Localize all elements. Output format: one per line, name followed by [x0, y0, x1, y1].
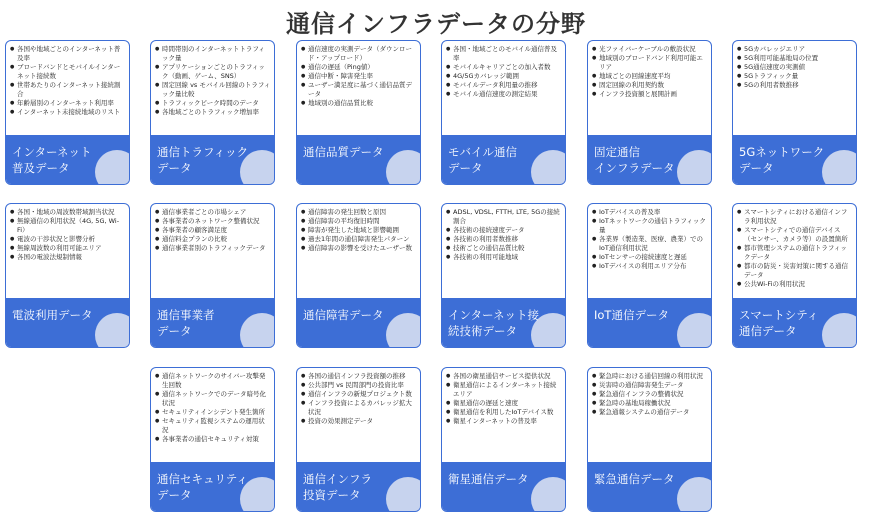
list-item: ● 各国の電波法規制情報 — [10, 253, 126, 262]
list-item: ● 時間帯別のインターネットトラフィック量 — [155, 45, 271, 63]
list-item: ● インフラ投資額と展開計画 — [592, 90, 708, 99]
item-list — [442, 204, 565, 262]
list-item: ● スマートシティにおける通信インフラ利用状況 — [737, 208, 853, 226]
category-card — [587, 40, 712, 185]
item-list — [588, 368, 711, 417]
list-item: ● 通信の遅延（Ping値） — [301, 63, 417, 72]
category-label-band — [588, 462, 711, 511]
category-card — [296, 203, 421, 348]
category-label: 通信トラフィック データ — [157, 145, 249, 175]
category-label: インターネット接 続技術データ — [448, 308, 539, 338]
category-label: 固定通信 インフラデータ — [594, 145, 675, 175]
list-item: ● 通信ネットワークでのデータ暗号化状況 — [155, 390, 271, 408]
category-label: 緊急通信データ — [594, 472, 675, 486]
category-label-band — [442, 298, 565, 347]
list-item: ● IoTセンサーの接続速度と遅延 — [592, 253, 708, 262]
list-item: ● モバイル通信速度の測定結果 — [446, 90, 562, 99]
list-item: ● ADSL, VDSL, FTTH, LTE, 5Gの接続割合 — [446, 208, 562, 226]
category-label-band — [297, 135, 420, 184]
list-item: ● 5Gカバレッジエリア — [737, 45, 853, 54]
category-card — [296, 367, 421, 512]
category-label-band — [297, 298, 420, 347]
list-item: ● 通信ネットワークのサイバー攻撃発生回数 — [155, 372, 271, 390]
list-item: ● 各技術の利用可能地域 — [446, 253, 562, 262]
list-item: ● 年齢層別のインターネット利用率 — [10, 99, 126, 108]
list-item: ● IoTデバイスの利用エリア分布 — [592, 262, 708, 271]
category-label-band — [6, 298, 129, 347]
category-label: 通信セキュリティ データ — [157, 472, 248, 502]
list-item: ● ユーザー満足度に基づく通信品質データ — [301, 81, 417, 99]
category-card — [587, 367, 712, 512]
category-label: IoT通信データ — [594, 308, 669, 322]
list-item: ● 5Gトラフィック量 — [737, 72, 853, 81]
list-item: ● 4G/5Gカバレッジ範囲 — [446, 72, 562, 81]
category-label: 通信事業者 データ — [157, 308, 215, 338]
list-item: ● 光ファイバーケーブルの敷設状況 — [592, 45, 708, 54]
list-item: ● 通信障害の影響を受けたユーザー数 — [301, 244, 417, 253]
item-list — [151, 204, 274, 253]
list-item: ● IoTネットワークの通信トラフィック量 — [592, 217, 708, 235]
category-card — [441, 203, 566, 348]
category-card — [732, 40, 857, 185]
item-list — [733, 41, 856, 90]
list-item: ● 無線通信の利用状況（4G, 5G, Wi-Fi） — [10, 217, 126, 235]
list-item: ● 衛星通信によるインターネット接続エリア — [446, 381, 562, 399]
category-card — [587, 203, 712, 348]
category-label: 電波利用データ — [12, 308, 93, 322]
list-item: ● 固定回線の利用契約数 — [592, 81, 708, 90]
list-item: ● トラフィックピーク時間のデータ — [155, 99, 271, 108]
list-item: ● 地域別の通信品質比較 — [301, 99, 417, 108]
item-list — [442, 368, 565, 426]
category-card — [296, 40, 421, 185]
list-item: ● 各事業者の顧客満足度 — [155, 226, 271, 235]
list-item: ● 5Gの利用者数推移 — [737, 81, 853, 90]
item-list — [297, 368, 420, 426]
list-item: ● 投資の効果測定データ — [301, 417, 417, 426]
list-item: ● 公共Wi-Fiの利用状況 — [737, 280, 853, 289]
category-label-band — [733, 135, 856, 184]
list-item: ● モバイルデータ利用量の推移 — [446, 81, 562, 90]
list-item: ● 緊急通信インフラの整備状況 — [592, 390, 708, 399]
list-item: ● 各国の通信インフラ投資額の推移 — [301, 372, 417, 381]
category-card — [150, 40, 275, 185]
item-list — [588, 204, 711, 271]
category-label: 通信障害データ — [303, 308, 384, 322]
list-item: ● アプリケーションごとのトラフィック（動画、ゲーム、SNS） — [155, 63, 271, 81]
category-card — [5, 203, 130, 348]
list-item: ● 災害時の通信障害発生データ — [592, 381, 708, 390]
category-label: 5Gネットワーク データ — [739, 145, 825, 175]
list-item: ● 世帯あたりのインターネット接続割合 — [10, 81, 126, 99]
list-item: ● 緊急時の基地局稼働状況 — [592, 399, 708, 408]
list-item: ● 障害が発生した地域と影響範囲 — [301, 226, 417, 235]
list-item: ● 都市管理システムの通信トラフィックデータ — [737, 244, 853, 262]
category-label-band — [588, 298, 711, 347]
list-item: ● 通信中断・障害発生率 — [301, 72, 417, 81]
category-label: スマートシティ 通信データ — [739, 308, 819, 338]
item-list — [297, 41, 420, 108]
list-item: ● 地域ごとの回線速度平均 — [592, 72, 708, 81]
category-label-band — [151, 298, 274, 347]
list-item: ● 地域別のブロードバンド利用可能エリア — [592, 54, 708, 72]
list-item: ● 衛星インターネットの普及率 — [446, 417, 562, 426]
category-label-band — [151, 462, 274, 511]
list-item: ● 通信料金プランの比較 — [155, 235, 271, 244]
list-item: ● 5G利用可能基地局の位置 — [737, 54, 853, 63]
category-label-band — [151, 135, 274, 184]
list-item: ● 技術ごとの通信品質比較 — [446, 244, 562, 253]
list-item: ● 通信事業者ごとの市場シェア — [155, 208, 271, 217]
list-item: ● 無線周波数の利用可能エリア — [10, 244, 126, 253]
list-item: ● インフラ投資によるカバレッジ拡大状況 — [301, 399, 417, 417]
list-item: ● 緊急時における通信回線の利用状況 — [592, 372, 708, 381]
list-item: ● 各地域ごとのトラフィック増加率 — [155, 108, 271, 117]
item-list — [442, 41, 565, 99]
item-list — [151, 41, 274, 117]
item-list — [733, 204, 856, 289]
list-item: ● 各国や地域ごとのインターネット普及率 — [10, 45, 126, 63]
category-label: 衛星通信データ — [448, 472, 529, 486]
category-label-band — [733, 298, 856, 347]
list-item: ● IoTデバイスの普及率 — [592, 208, 708, 217]
list-item: ● インターネット未接続地域のリスト — [10, 108, 126, 117]
category-card — [732, 203, 857, 348]
list-item: ● 各国・地域の周波数帯域割当状況 — [10, 208, 126, 217]
category-card — [150, 203, 275, 348]
list-item: ● モバイルキャリアごとの加入者数 — [446, 63, 562, 72]
list-item: ● 都市の防災・災害対策に関する通信データ — [737, 262, 853, 280]
category-card — [150, 367, 275, 512]
list-item: ● 公共部門 vs 民間部門の投資比率 — [301, 381, 417, 390]
category-label-band — [442, 462, 565, 511]
list-item: ● 電波の干渉状況と影響分析 — [10, 235, 126, 244]
list-item: ● 各事業者の通信セキュリティ対策 — [155, 435, 271, 444]
list-item: ● 緊急通報システムの通信データ — [592, 408, 708, 417]
category-label-band — [6, 135, 129, 184]
category-label-band — [297, 462, 420, 511]
list-item: ● 各技術の利用者数推移 — [446, 235, 562, 244]
category-label: 通信インフラ 投資データ — [303, 472, 372, 502]
category-label-band — [588, 135, 711, 184]
list-item: ● ブロードバンドとモバイルインターネット接続数 — [10, 63, 126, 81]
category-label: 通信品質データ — [303, 145, 384, 159]
list-item: ● 各国の衛星通信サービス提供状況 — [446, 372, 562, 381]
list-item: ● 衛星通信を利用したIoTデバイス数 — [446, 408, 562, 417]
category-card — [441, 40, 566, 185]
list-item: ● 衛星通信の遅延と速度 — [446, 399, 562, 408]
list-item: ● 過去1年間の通信障害発生パターン — [301, 235, 417, 244]
item-list — [6, 41, 129, 117]
list-item: ● 通信インフラの新規プロジェクト数 — [301, 390, 417, 399]
list-item: ● 固定回線 vs モバイル回線のトラフィック量比較 — [155, 81, 271, 99]
item-list — [588, 41, 711, 99]
item-list — [151, 368, 274, 444]
list-item: ● 通信障害の平均復旧時間 — [301, 217, 417, 226]
list-item: ● 各技術の接続速度データ — [446, 226, 562, 235]
category-label-band — [442, 135, 565, 184]
list-item: ● 通信障害の発生回数と原因 — [301, 208, 417, 217]
list-item: ● セキュリティ監視システムの運用状況 — [155, 417, 271, 435]
item-list — [6, 204, 129, 262]
item-list — [297, 204, 420, 253]
list-item: ● 通信速度の実測データ（ダウンロード・アップロード） — [301, 45, 417, 63]
list-item: ● 通信事業者別のトラフィックデータ — [155, 244, 271, 253]
category-label: インターネット 普及データ — [12, 145, 92, 175]
list-item: ● スマートシティでの通信デバイス（センサー、カメラ等）の設置箇所 — [737, 226, 853, 244]
list-item: ● 各国・地域ごとのモバイル通信普及率 — [446, 45, 562, 63]
list-item: ● セキュリティインシデント発生箇所 — [155, 408, 271, 417]
list-item: ● 各事業者のネットワーク整備状況 — [155, 217, 271, 226]
page-title: 通信インフラデータの分野 — [286, 10, 586, 38]
category-label: モバイル通信 データ — [448, 145, 517, 175]
category-card — [441, 367, 566, 512]
list-item: ● 5G通信速度の実測値 — [737, 63, 853, 72]
category-card — [5, 40, 130, 185]
list-item: ● 各業界（製造業、医療、農業）でのIoT通信利用状況 — [592, 235, 708, 253]
